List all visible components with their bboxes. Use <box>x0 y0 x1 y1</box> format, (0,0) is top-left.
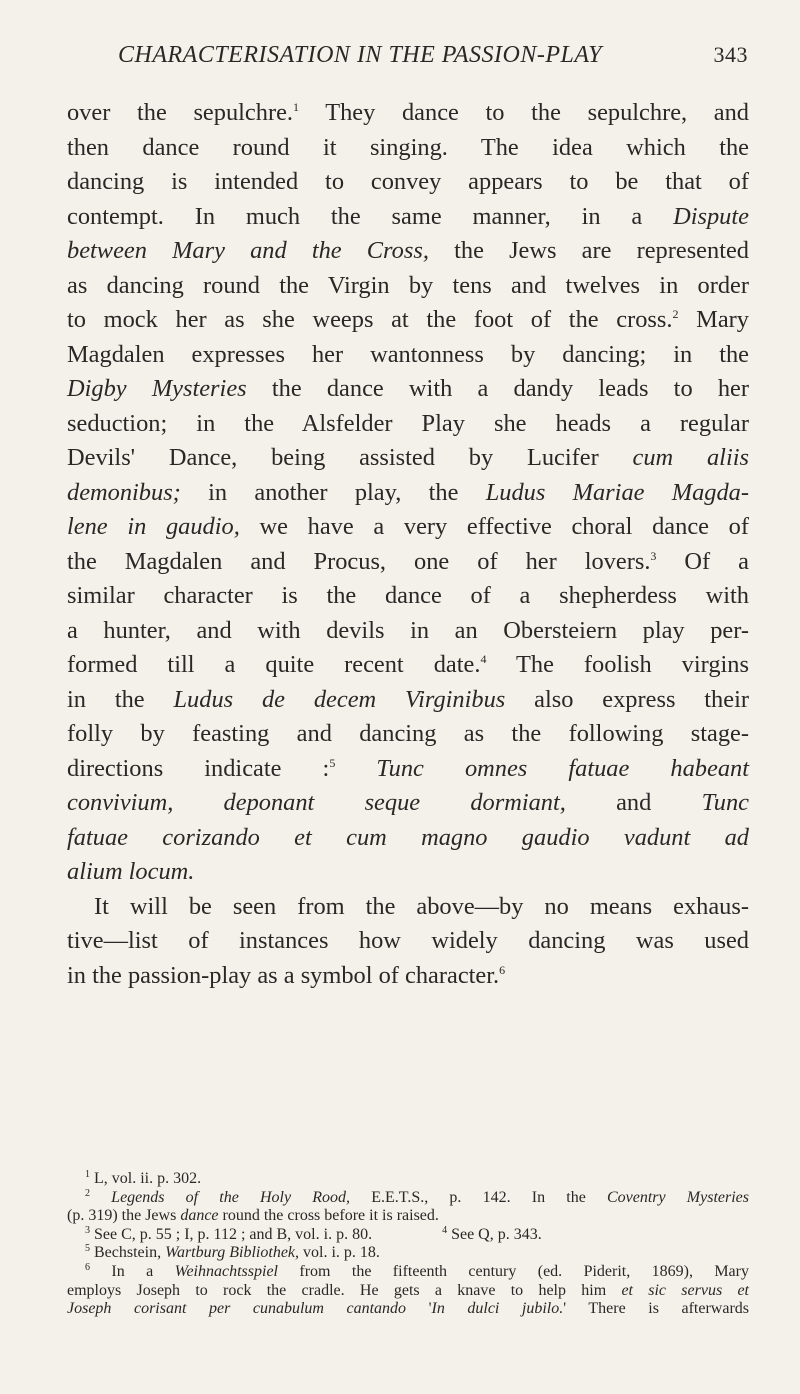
footnote-ref: 3 <box>650 548 657 563</box>
text-line: a hunter, and with devils in an Obersteiern play per- <box>67 616 749 644</box>
text-line: folly by feasting and dancing as the following stage- <box>67 720 749 747</box>
footnote-ref: 1 <box>293 100 299 114</box>
footnote-ref: 4 <box>480 652 487 666</box>
running-title: CHARACTERISATION IN THE PASSION-PLAY <box>118 42 603 68</box>
footnote: $^5$ Bechstein, Wartburg Bibliothek, vol. i. p. 18. <box>85 1243 380 1262</box>
text-line: Devils' Dance, being assisted by Lucifer cum aliis <box>67 444 749 471</box>
text-line: in the Ludus de decem Virginibus also express their <box>67 685 749 713</box>
footnote: $^6$ In a Weihnachtsspiel from the fifteenth century (ed. Piderit, 1869), Mary <box>85 1261 749 1280</box>
text-line: directions indicate :$^5$ Tunc omnes fatuae habeant <box>67 754 749 782</box>
text-line: in the passion-play as a symbol of character.$^6$ <box>67 961 506 989</box>
text-line: seduction; in the Alsfelder Play she heads a regular <box>67 409 749 437</box>
text-line: between Mary and the Cross, the Jews are represented <box>67 237 749 264</box>
text-line: tive—list of instances how widely dancing was used <box>67 927 749 954</box>
text-line: similar character is the dance of a shepherdess with <box>67 582 749 609</box>
footnote-ref: 6 <box>499 962 506 977</box>
text-line: dancing is intended to convey appears to be that of <box>67 168 749 195</box>
text-line: demonibus; in another play, the Ludus Mariae Magda- <box>67 478 749 506</box>
footnote-ref: 5 <box>329 755 336 770</box>
footnote-continuation: (p. 319) the Jews dance round the cross before it is raised. <box>67 1207 439 1225</box>
footnote-continuation: Joseph corisant per cunabulum cantando 'In dulci jubilo.' There is afterwards <box>67 1300 750 1318</box>
footnotes <box>67 1170 749 1319</box>
footnote-ref: 2 <box>672 307 679 321</box>
body-text <box>67 96 749 993</box>
footnote: $^1$ L, vol. ii. p. 302. <box>85 1169 202 1187</box>
footnote: $^3$ See C, p. 55 ; I, p. 112 ; and B, vol. i. p. 80. $^4$ See Q, p. 343. <box>85 1224 542 1243</box>
text-line: Magdalen expresses her wantonness by dancing; in the <box>67 340 749 368</box>
text-line: fatuae corizando et cum magno gaudio vadunt ad <box>67 823 749 851</box>
text-line: the Magdalen and Procus, one of her lovers.$^3$ Of a <box>67 547 749 575</box>
text-line: to mock her as she weeps at the foot of the cross.$^2$ Mary <box>67 306 749 333</box>
text-line: then dance round it singing. The idea which the <box>67 133 749 161</box>
text-line: over the sepulchre.$^1$ They dance to the sepulchre, and <box>67 99 749 126</box>
text-line: formed till a quite recent date.$^4$ The foolish virgins <box>67 651 749 678</box>
footnote: $^2$ Legends of the Holy Rood, E.E.T.S., p. 142. In the Coventry Mysteries <box>85 1187 749 1206</box>
text-line: as dancing round the Virgin by tens and twelves in order <box>67 271 749 299</box>
footnote-continuation: employs Joseph to rock the cradle. He gets a knave to help him et sic servus et <box>67 1281 750 1299</box>
text-line: Digby Mysteries the dance with a dandy leads to her <box>67 375 749 402</box>
text-line: lene in gaudio, we have a very effective choral dance of <box>67 513 749 540</box>
text-line: convivium, deponant seque dormiant, and Tunc <box>67 789 749 816</box>
text-line: It will be seen from the above—by no means exhaus- <box>94 892 749 920</box>
text-line: alium locum. <box>67 858 195 885</box>
page-number: 343 <box>713 42 748 67</box>
text-line: contempt. In much the same manner, in a Dispute <box>67 202 749 230</box>
running-head <box>118 42 748 74</box>
